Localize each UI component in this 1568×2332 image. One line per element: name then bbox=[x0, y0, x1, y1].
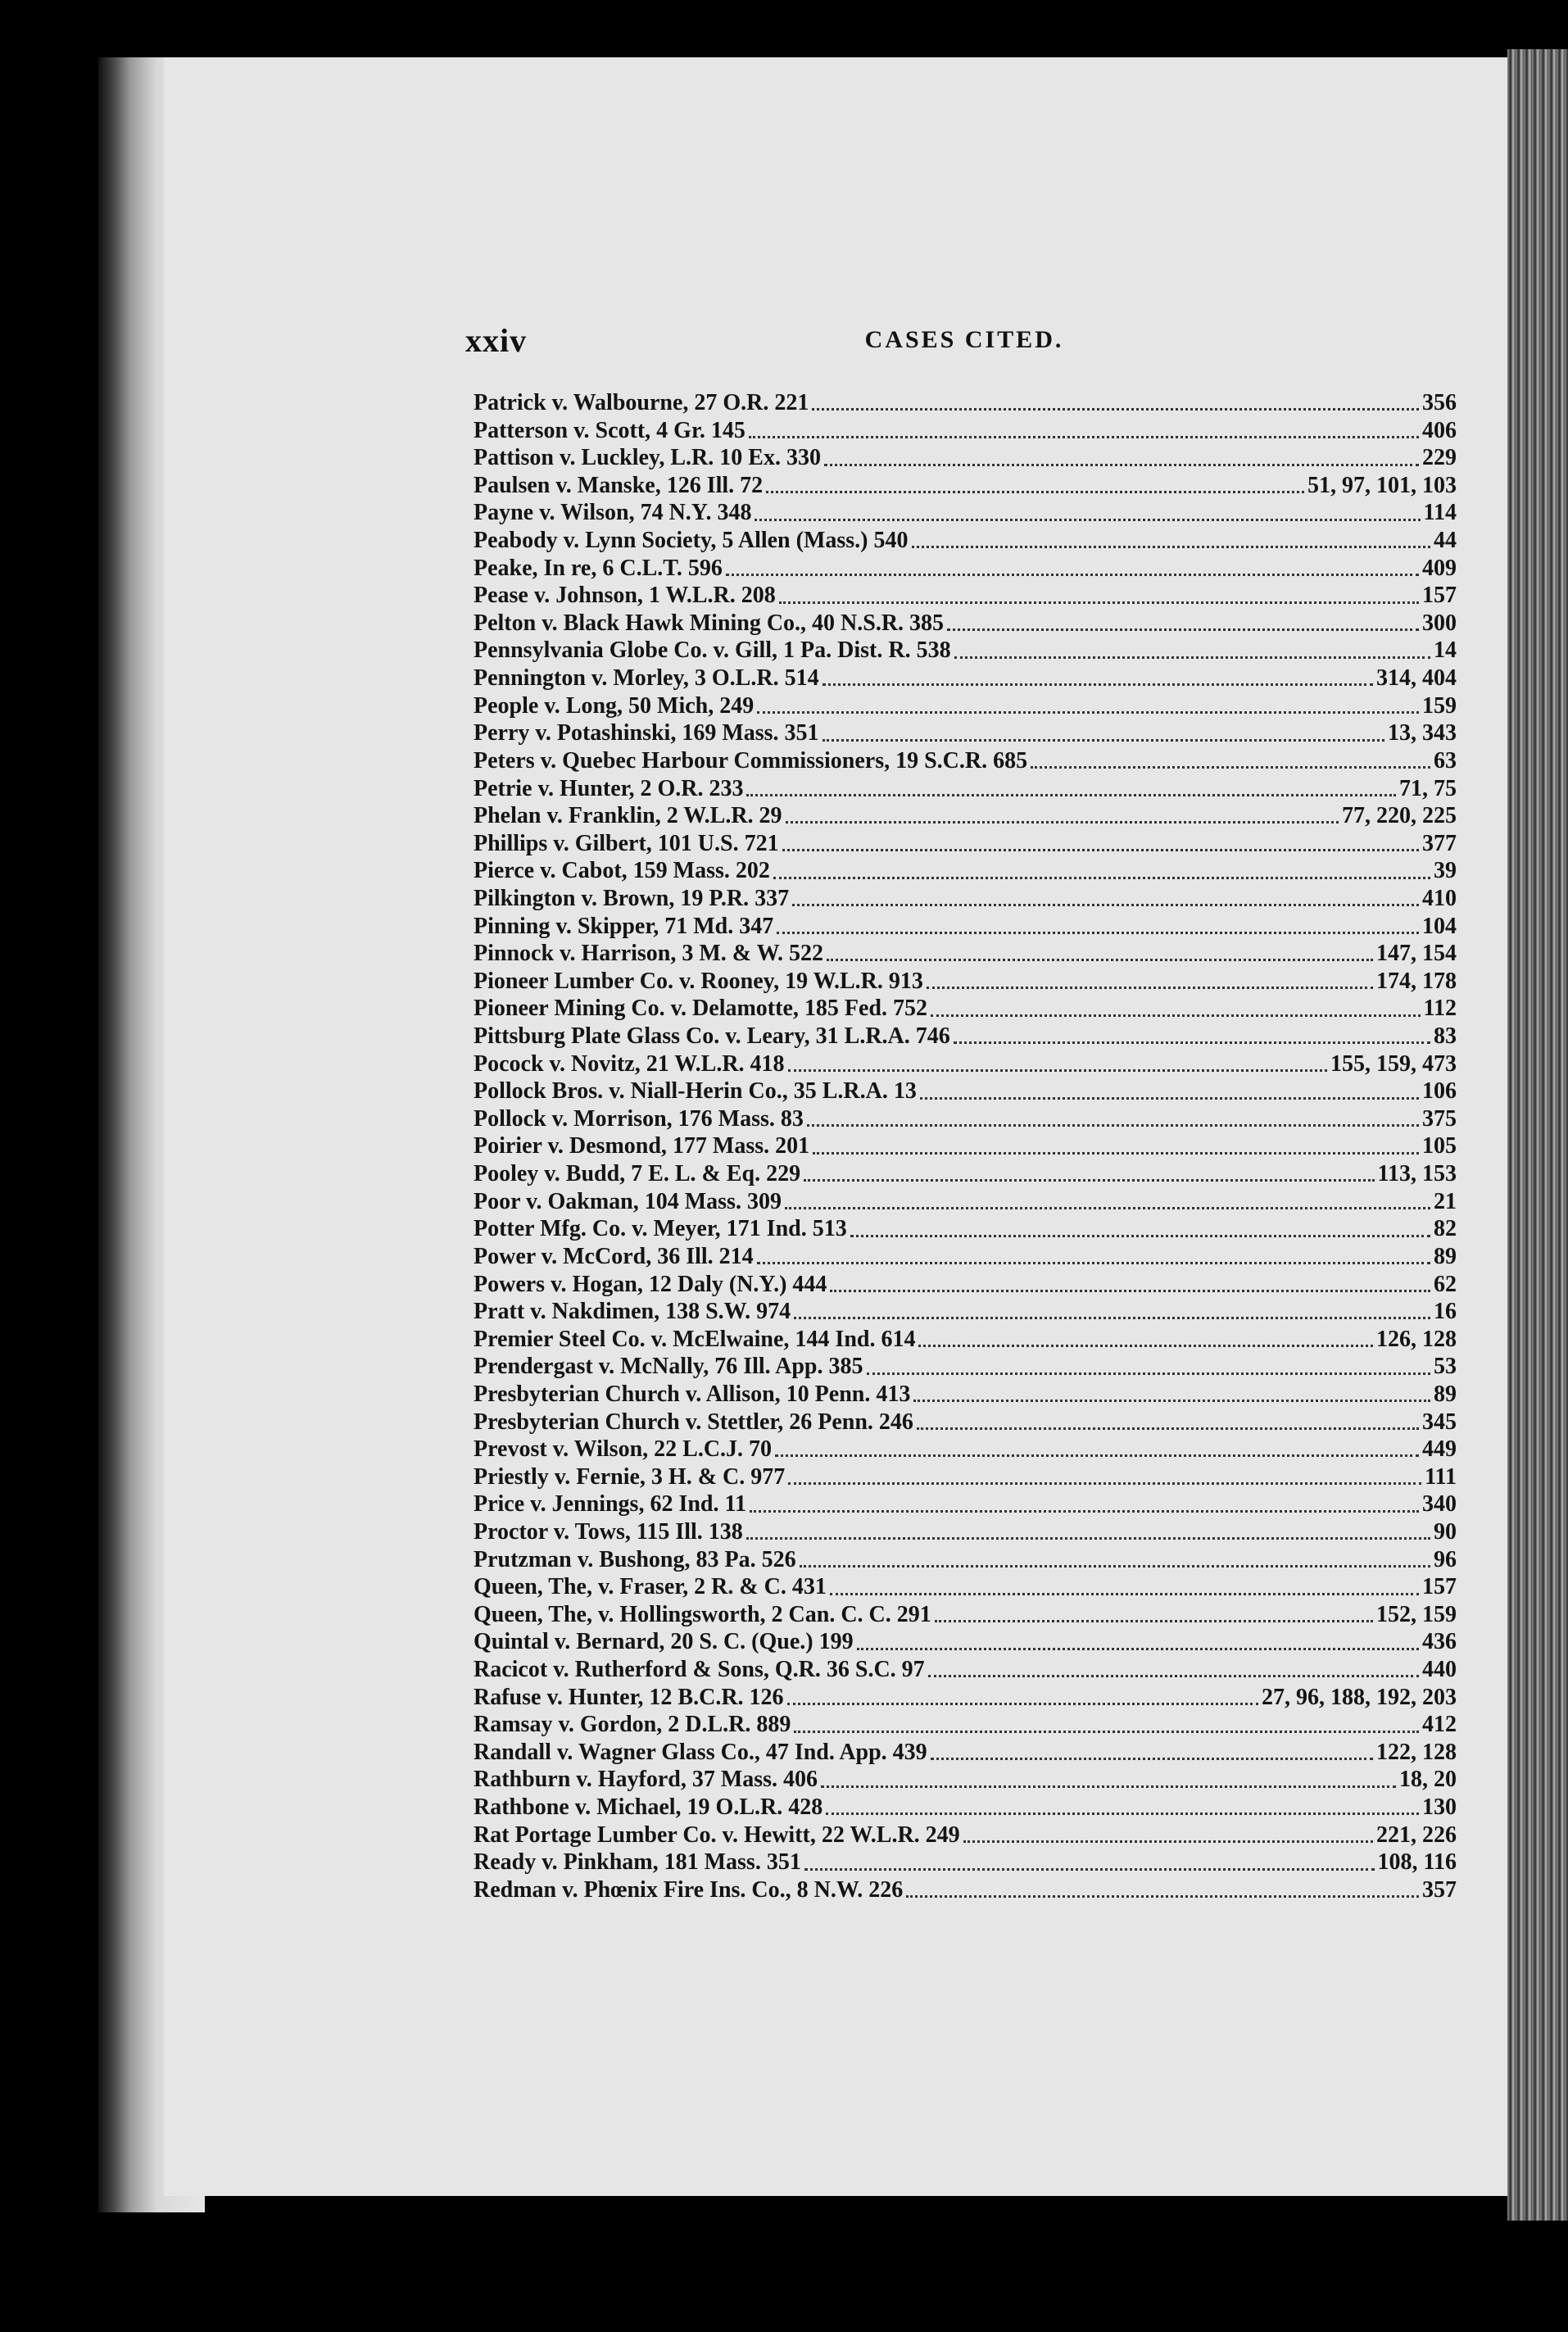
page-references: 345 bbox=[1422, 1409, 1457, 1435]
case-entry bbox=[474, 1766, 1457, 1794]
dot-leader bbox=[963, 1840, 1373, 1843]
dot-leader bbox=[906, 1895, 1419, 1898]
case-entry bbox=[474, 555, 1457, 583]
page-references: 409 bbox=[1422, 555, 1457, 581]
dot-leader bbox=[1031, 766, 1430, 769]
case-citation: Queen, The, v. Hollingsworth, 2 Can. C. C. 291 bbox=[474, 1601, 931, 1627]
dot-leader bbox=[823, 739, 1384, 742]
dot-leader bbox=[766, 491, 1304, 493]
page-references: 229 bbox=[1422, 445, 1457, 471]
case-citation: Peters v. Quebec Harbour Commissioners, 19 S.C.R. 685 bbox=[474, 747, 1028, 774]
page-references: 18, 20 bbox=[1399, 1767, 1457, 1793]
case-citation: Prendergast v. McNally, 76 Ill. App. 385 bbox=[474, 1354, 863, 1380]
dot-leader bbox=[931, 1758, 1373, 1760]
page-references: 104 bbox=[1422, 913, 1457, 939]
page-references: 436 bbox=[1422, 1629, 1457, 1655]
dot-leader bbox=[928, 1675, 1419, 1677]
case-citation: Priestly v. Fernie, 3 H. & C. 977 bbox=[474, 1463, 786, 1490]
case-entry bbox=[474, 1381, 1457, 1409]
dot-leader bbox=[779, 601, 1419, 604]
case-citation: Peabody v. Lynn Society, 5 Allen (Mass.) 540 bbox=[474, 528, 909, 554]
case-entry bbox=[474, 1215, 1457, 1243]
case-entry bbox=[474, 582, 1457, 610]
dot-leader bbox=[794, 1317, 1430, 1319]
case-entry bbox=[474, 940, 1457, 968]
dot-leader bbox=[746, 794, 1396, 796]
case-citation: People v. Long, 50 Mich, 249 bbox=[474, 692, 755, 719]
cases-cited-list bbox=[474, 389, 1457, 1904]
case-citation: Prutzman v. Bushong, 83 Pa. 526 bbox=[474, 1546, 796, 1572]
case-entry bbox=[474, 1656, 1457, 1684]
case-entry bbox=[474, 1188, 1457, 1216]
case-citation: Presbyterian Church v. Stettler, 26 Penn. 246 bbox=[474, 1409, 913, 1435]
page-references: 122, 128 bbox=[1376, 1739, 1457, 1765]
dot-leader bbox=[826, 1813, 1419, 1815]
page-references: 105 bbox=[1422, 1133, 1457, 1159]
case-entry bbox=[474, 1463, 1457, 1491]
dot-leader bbox=[804, 1868, 1375, 1871]
case-entry bbox=[474, 1436, 1457, 1463]
page-references: 71, 75 bbox=[1399, 775, 1457, 801]
case-citation: Pelton v. Black Hawk Mining Co., 40 N.S.R. 385 bbox=[474, 610, 945, 636]
case-entry bbox=[474, 1490, 1457, 1518]
page-references: 126, 128 bbox=[1376, 1326, 1457, 1352]
page-references: 90 bbox=[1434, 1518, 1457, 1545]
page-references: 377 bbox=[1422, 830, 1457, 856]
page-references: 77, 220, 225 bbox=[1342, 803, 1457, 829]
case-citation: Pattison v. Luckley, L.R. 10 Ex. 330 bbox=[474, 445, 821, 471]
page-references: 112 bbox=[1423, 996, 1457, 1022]
case-citation: Rathburn v. Hayford, 37 Mass. 406 bbox=[474, 1767, 818, 1793]
case-entry bbox=[474, 719, 1457, 747]
dot-leader bbox=[786, 821, 1339, 823]
case-citation: Potter Mfg. Co. v. Meyer, 171 Ind. 513 bbox=[474, 1216, 847, 1242]
page-references: 114 bbox=[1423, 500, 1457, 526]
case-citation: Presbyterian Church v. Allison, 10 Penn. 413 bbox=[474, 1381, 911, 1407]
case-entry bbox=[474, 1573, 1457, 1601]
dot-leader bbox=[785, 1207, 1430, 1209]
page-references: 27, 96, 188, 192, 203 bbox=[1262, 1684, 1457, 1710]
case-citation: Pocock v. Novitz, 21 W.L.R. 418 bbox=[474, 1050, 785, 1077]
case-citation: Pooley v. Budd, 7 E. L. & Eq. 229 bbox=[474, 1161, 801, 1187]
page-references: 14 bbox=[1434, 637, 1457, 664]
case-entry bbox=[474, 1822, 1457, 1849]
page-references: 356 bbox=[1422, 390, 1457, 415]
case-citation: Petrie v. Hunter, 2 O.R. 233 bbox=[474, 775, 744, 801]
case-entry bbox=[474, 1132, 1457, 1160]
page-references: 89 bbox=[1434, 1243, 1457, 1269]
dot-leader bbox=[830, 1290, 1430, 1292]
case-entry bbox=[474, 1078, 1457, 1105]
dot-leader bbox=[920, 1097, 1419, 1100]
dot-leader bbox=[954, 1041, 1430, 1044]
case-citation: Patterson v. Scott, 4 Gr. 145 bbox=[474, 417, 745, 443]
case-entry bbox=[474, 527, 1457, 555]
case-citation: Pioneer Lumber Co. v. Rooney, 19 W.L.R. 913 bbox=[474, 968, 923, 994]
case-entry bbox=[474, 1326, 1457, 1354]
case-citation: Pollock Bros. v. Niall-Herin Co., 35 L.R.A. 13 bbox=[474, 1078, 917, 1105]
page-references: 106 bbox=[1422, 1078, 1457, 1105]
case-entry bbox=[474, 1271, 1457, 1299]
case-citation: Pennsylvania Globe Co. v. Gill, 1 Pa. Dist. R. 538 bbox=[474, 637, 951, 664]
running-title: CASES CITED. bbox=[864, 326, 1064, 353]
case-entry bbox=[474, 665, 1457, 692]
case-entry bbox=[474, 1794, 1457, 1822]
page-references: 449 bbox=[1422, 1436, 1457, 1463]
case-entry bbox=[474, 444, 1457, 472]
page-references: 157 bbox=[1422, 1574, 1457, 1600]
dot-leader bbox=[749, 436, 1419, 438]
page-references: 130 bbox=[1422, 1794, 1457, 1821]
dot-leader bbox=[823, 683, 1373, 686]
dot-leader bbox=[788, 1069, 1327, 1072]
dot-leader bbox=[927, 987, 1373, 989]
page-references: 410 bbox=[1422, 885, 1457, 911]
dot-leader bbox=[775, 1454, 1419, 1457]
dot-leader bbox=[813, 1152, 1419, 1155]
page-references: 63 bbox=[1434, 747, 1457, 774]
case-citation: Patrick v. Walbourne, 27 O.R. 221 bbox=[474, 390, 809, 415]
case-citation: Pittsburg Plate Glass Co. v. Leary, 31 L.R.A. 746 bbox=[474, 1023, 950, 1050]
case-citation: Pierce v. Cabot, 159 Mass. 202 bbox=[474, 858, 770, 884]
page-references: 155, 159, 473 bbox=[1330, 1050, 1457, 1077]
dot-leader bbox=[821, 1785, 1396, 1788]
page-references: 51, 97, 101, 103 bbox=[1307, 472, 1457, 498]
case-citation: Price v. Jennings, 62 Ind. 11 bbox=[474, 1491, 746, 1518]
case-entry bbox=[474, 1628, 1457, 1656]
case-citation: Power v. McCord, 36 Ill. 214 bbox=[474, 1243, 754, 1269]
dot-leader bbox=[912, 546, 1431, 548]
dot-leader bbox=[792, 904, 1419, 906]
page-references: 53 bbox=[1434, 1354, 1457, 1380]
dot-leader bbox=[750, 1510, 1419, 1513]
case-citation: Racicot v. Rutherford & Sons, Q.R. 36 S.C. 97 bbox=[474, 1657, 925, 1683]
dot-leader bbox=[757, 1262, 1430, 1264]
page-references: 412 bbox=[1422, 1712, 1457, 1738]
case-entry bbox=[474, 1023, 1457, 1050]
dot-leader bbox=[913, 1400, 1430, 1402]
case-entry bbox=[474, 1409, 1457, 1436]
case-entry bbox=[474, 1601, 1457, 1629]
case-citation: Rathbone v. Michael, 19 O.L.R. 428 bbox=[474, 1794, 823, 1821]
case-entry bbox=[474, 472, 1457, 500]
case-citation: Peake, In re, 6 C.L.T. 596 bbox=[474, 555, 723, 581]
case-entry bbox=[474, 857, 1457, 885]
case-citation: Rat Portage Lumber Co. v. Hewitt, 22 W.L.R. 249 bbox=[474, 1822, 960, 1848]
case-citation: Perry v. Potashinski, 169 Mass. 351 bbox=[474, 720, 819, 746]
dot-leader bbox=[807, 1124, 1419, 1127]
case-citation: Pollock v. Morrison, 176 Mass. 83 bbox=[474, 1105, 804, 1132]
case-entry bbox=[474, 1298, 1457, 1326]
dot-leader bbox=[787, 1703, 1258, 1705]
case-entry bbox=[474, 968, 1457, 996]
page-references: 174, 178 bbox=[1376, 968, 1457, 994]
dot-leader bbox=[777, 932, 1419, 934]
case-citation: Pratt v. Nakdimen, 138 S.W. 974 bbox=[474, 1299, 791, 1325]
page-references: 159 bbox=[1422, 692, 1457, 719]
case-entry bbox=[474, 637, 1457, 665]
case-entry bbox=[474, 830, 1457, 858]
case-citation: Poor v. Oakman, 104 Mass. 309 bbox=[474, 1188, 782, 1214]
case-citation: Queen, The, v. Fraser, 2 R. & C. 431 bbox=[474, 1574, 827, 1600]
page-references: 357 bbox=[1422, 1876, 1457, 1903]
case-entry bbox=[474, 775, 1457, 803]
page-references: 21 bbox=[1434, 1188, 1457, 1214]
dot-leader bbox=[800, 1565, 1430, 1568]
case-citation: Pinning v. Skipper, 71 Md. 347 bbox=[474, 913, 774, 939]
page-references: 82 bbox=[1434, 1216, 1457, 1242]
dot-leader bbox=[746, 1537, 1430, 1540]
case-citation: Rafuse v. Hunter, 12 B.C.R. 126 bbox=[474, 1684, 784, 1710]
page-references: 44 bbox=[1434, 528, 1457, 554]
dot-leader bbox=[788, 1482, 1421, 1485]
page-references: 157 bbox=[1422, 583, 1457, 609]
case-entry bbox=[474, 1849, 1457, 1876]
dot-leader bbox=[812, 408, 1419, 411]
case-entry bbox=[474, 995, 1457, 1023]
case-citation: Quintal v. Bernard, 20 S. C. (Que.) 199 bbox=[474, 1629, 854, 1655]
case-entry bbox=[474, 499, 1457, 527]
dot-leader bbox=[954, 656, 1430, 659]
page-references: 16 bbox=[1434, 1299, 1457, 1325]
case-entry bbox=[474, 1160, 1457, 1188]
case-entry bbox=[474, 1105, 1457, 1133]
case-citation: Pioneer Mining Co. v. Delamotte, 185 Fed. 752 bbox=[474, 996, 927, 1022]
page-references: 39 bbox=[1434, 858, 1457, 884]
dot-leader bbox=[782, 849, 1419, 851]
case-entry bbox=[474, 417, 1457, 445]
page-references: 62 bbox=[1434, 1271, 1457, 1297]
case-citation: Powers v. Hogan, 12 Daly (N.Y.) 444 bbox=[474, 1271, 827, 1297]
page-references: 375 bbox=[1422, 1105, 1457, 1132]
dot-leader bbox=[917, 1427, 1419, 1430]
dot-leader bbox=[755, 519, 1420, 521]
dot-leader bbox=[857, 1648, 1419, 1650]
case-citation: Pennington v. Morley, 3 O.L.R. 514 bbox=[474, 665, 819, 692]
page-references: 89 bbox=[1434, 1381, 1457, 1407]
page-references: 13, 343 bbox=[1388, 720, 1457, 746]
dot-leader bbox=[794, 1731, 1419, 1733]
case-entry bbox=[474, 1353, 1457, 1381]
page-edges bbox=[1507, 49, 1568, 2221]
dot-leader bbox=[947, 628, 1419, 631]
dot-leader bbox=[773, 877, 1430, 879]
case-entry bbox=[474, 1739, 1457, 1767]
page-references: 221, 226 bbox=[1376, 1822, 1457, 1848]
dot-leader bbox=[918, 1345, 1373, 1347]
page-header bbox=[465, 321, 1463, 357]
case-citation: Pilkington v. Brown, 19 P.R. 337 bbox=[474, 885, 790, 911]
case-entry bbox=[474, 1876, 1457, 1904]
case-citation: Redman v. Phœnix Fire Ins. Co., 8 N.W. 226 bbox=[474, 1876, 904, 1903]
case-entry bbox=[474, 692, 1457, 720]
page-references: 300 bbox=[1422, 610, 1457, 636]
case-entry bbox=[474, 747, 1457, 775]
case-citation: Randall v. Wagner Glass Co., 47 Ind. App. 439 bbox=[474, 1739, 927, 1765]
case-entry bbox=[474, 885, 1457, 913]
page-folio: xxiv bbox=[465, 322, 528, 359]
case-citation: Premier Steel Co. v. McElwaine, 144 Ind. 614 bbox=[474, 1326, 916, 1352]
dot-leader bbox=[850, 1235, 1430, 1237]
dot-leader bbox=[830, 1593, 1419, 1595]
case-entry bbox=[474, 1684, 1457, 1712]
case-citation: Ready v. Pinkham, 181 Mass. 351 bbox=[474, 1849, 801, 1876]
case-entry bbox=[474, 610, 1457, 637]
page-references: 111 bbox=[1425, 1463, 1457, 1490]
case-citation: Poirier v. Desmond, 177 Mass. 201 bbox=[474, 1133, 810, 1159]
case-citation: Payne v. Wilson, 74 N.Y. 348 bbox=[474, 500, 752, 526]
page-references: 406 bbox=[1422, 417, 1457, 443]
case-entry bbox=[474, 1243, 1457, 1271]
dot-leader bbox=[757, 711, 1419, 714]
dot-leader bbox=[824, 464, 1419, 466]
case-citation: Ramsay v. Gordon, 2 D.L.R. 889 bbox=[474, 1712, 791, 1738]
page-references: 314, 404 bbox=[1376, 665, 1457, 692]
dot-leader bbox=[867, 1372, 1431, 1375]
case-entry bbox=[474, 1546, 1457, 1574]
dot-leader bbox=[827, 959, 1373, 961]
case-entry bbox=[474, 389, 1457, 417]
case-entry bbox=[474, 802, 1457, 830]
case-citation: Pinnock v. Harrison, 3 M. & W. 522 bbox=[474, 941, 824, 967]
dot-leader bbox=[935, 1620, 1373, 1622]
case-citation: Phelan v. Franklin, 2 W.L.R. 29 bbox=[474, 803, 782, 829]
case-citation: Proctor v. Tows, 115 Ill. 138 bbox=[474, 1518, 743, 1545]
case-citation: Phillips v. Gilbert, 101 U.S. 721 bbox=[474, 830, 779, 856]
case-citation: Prevost v. Wilson, 22 L.C.J. 70 bbox=[474, 1436, 773, 1463]
dot-leader bbox=[804, 1179, 1374, 1182]
case-entry bbox=[474, 1050, 1457, 1078]
page-references: 113, 153 bbox=[1377, 1161, 1457, 1187]
page-references: 83 bbox=[1434, 1023, 1457, 1050]
page-references: 440 bbox=[1422, 1657, 1457, 1683]
case-citation: Paulsen v. Manske, 126 Ill. 72 bbox=[474, 472, 764, 498]
page-references: 108, 116 bbox=[1377, 1849, 1457, 1876]
dot-leader bbox=[726, 574, 1419, 576]
case-citation: Pease v. Johnson, 1 W.L.R. 208 bbox=[474, 583, 776, 609]
page-references: 340 bbox=[1422, 1491, 1457, 1518]
page-references: 152, 159 bbox=[1376, 1601, 1457, 1627]
case-entry bbox=[474, 1711, 1457, 1739]
page-references: 96 bbox=[1434, 1546, 1457, 1572]
case-entry bbox=[474, 1518, 1457, 1546]
page-references: 147, 154 bbox=[1376, 941, 1457, 967]
dot-leader bbox=[931, 1014, 1421, 1017]
case-entry bbox=[474, 913, 1457, 941]
